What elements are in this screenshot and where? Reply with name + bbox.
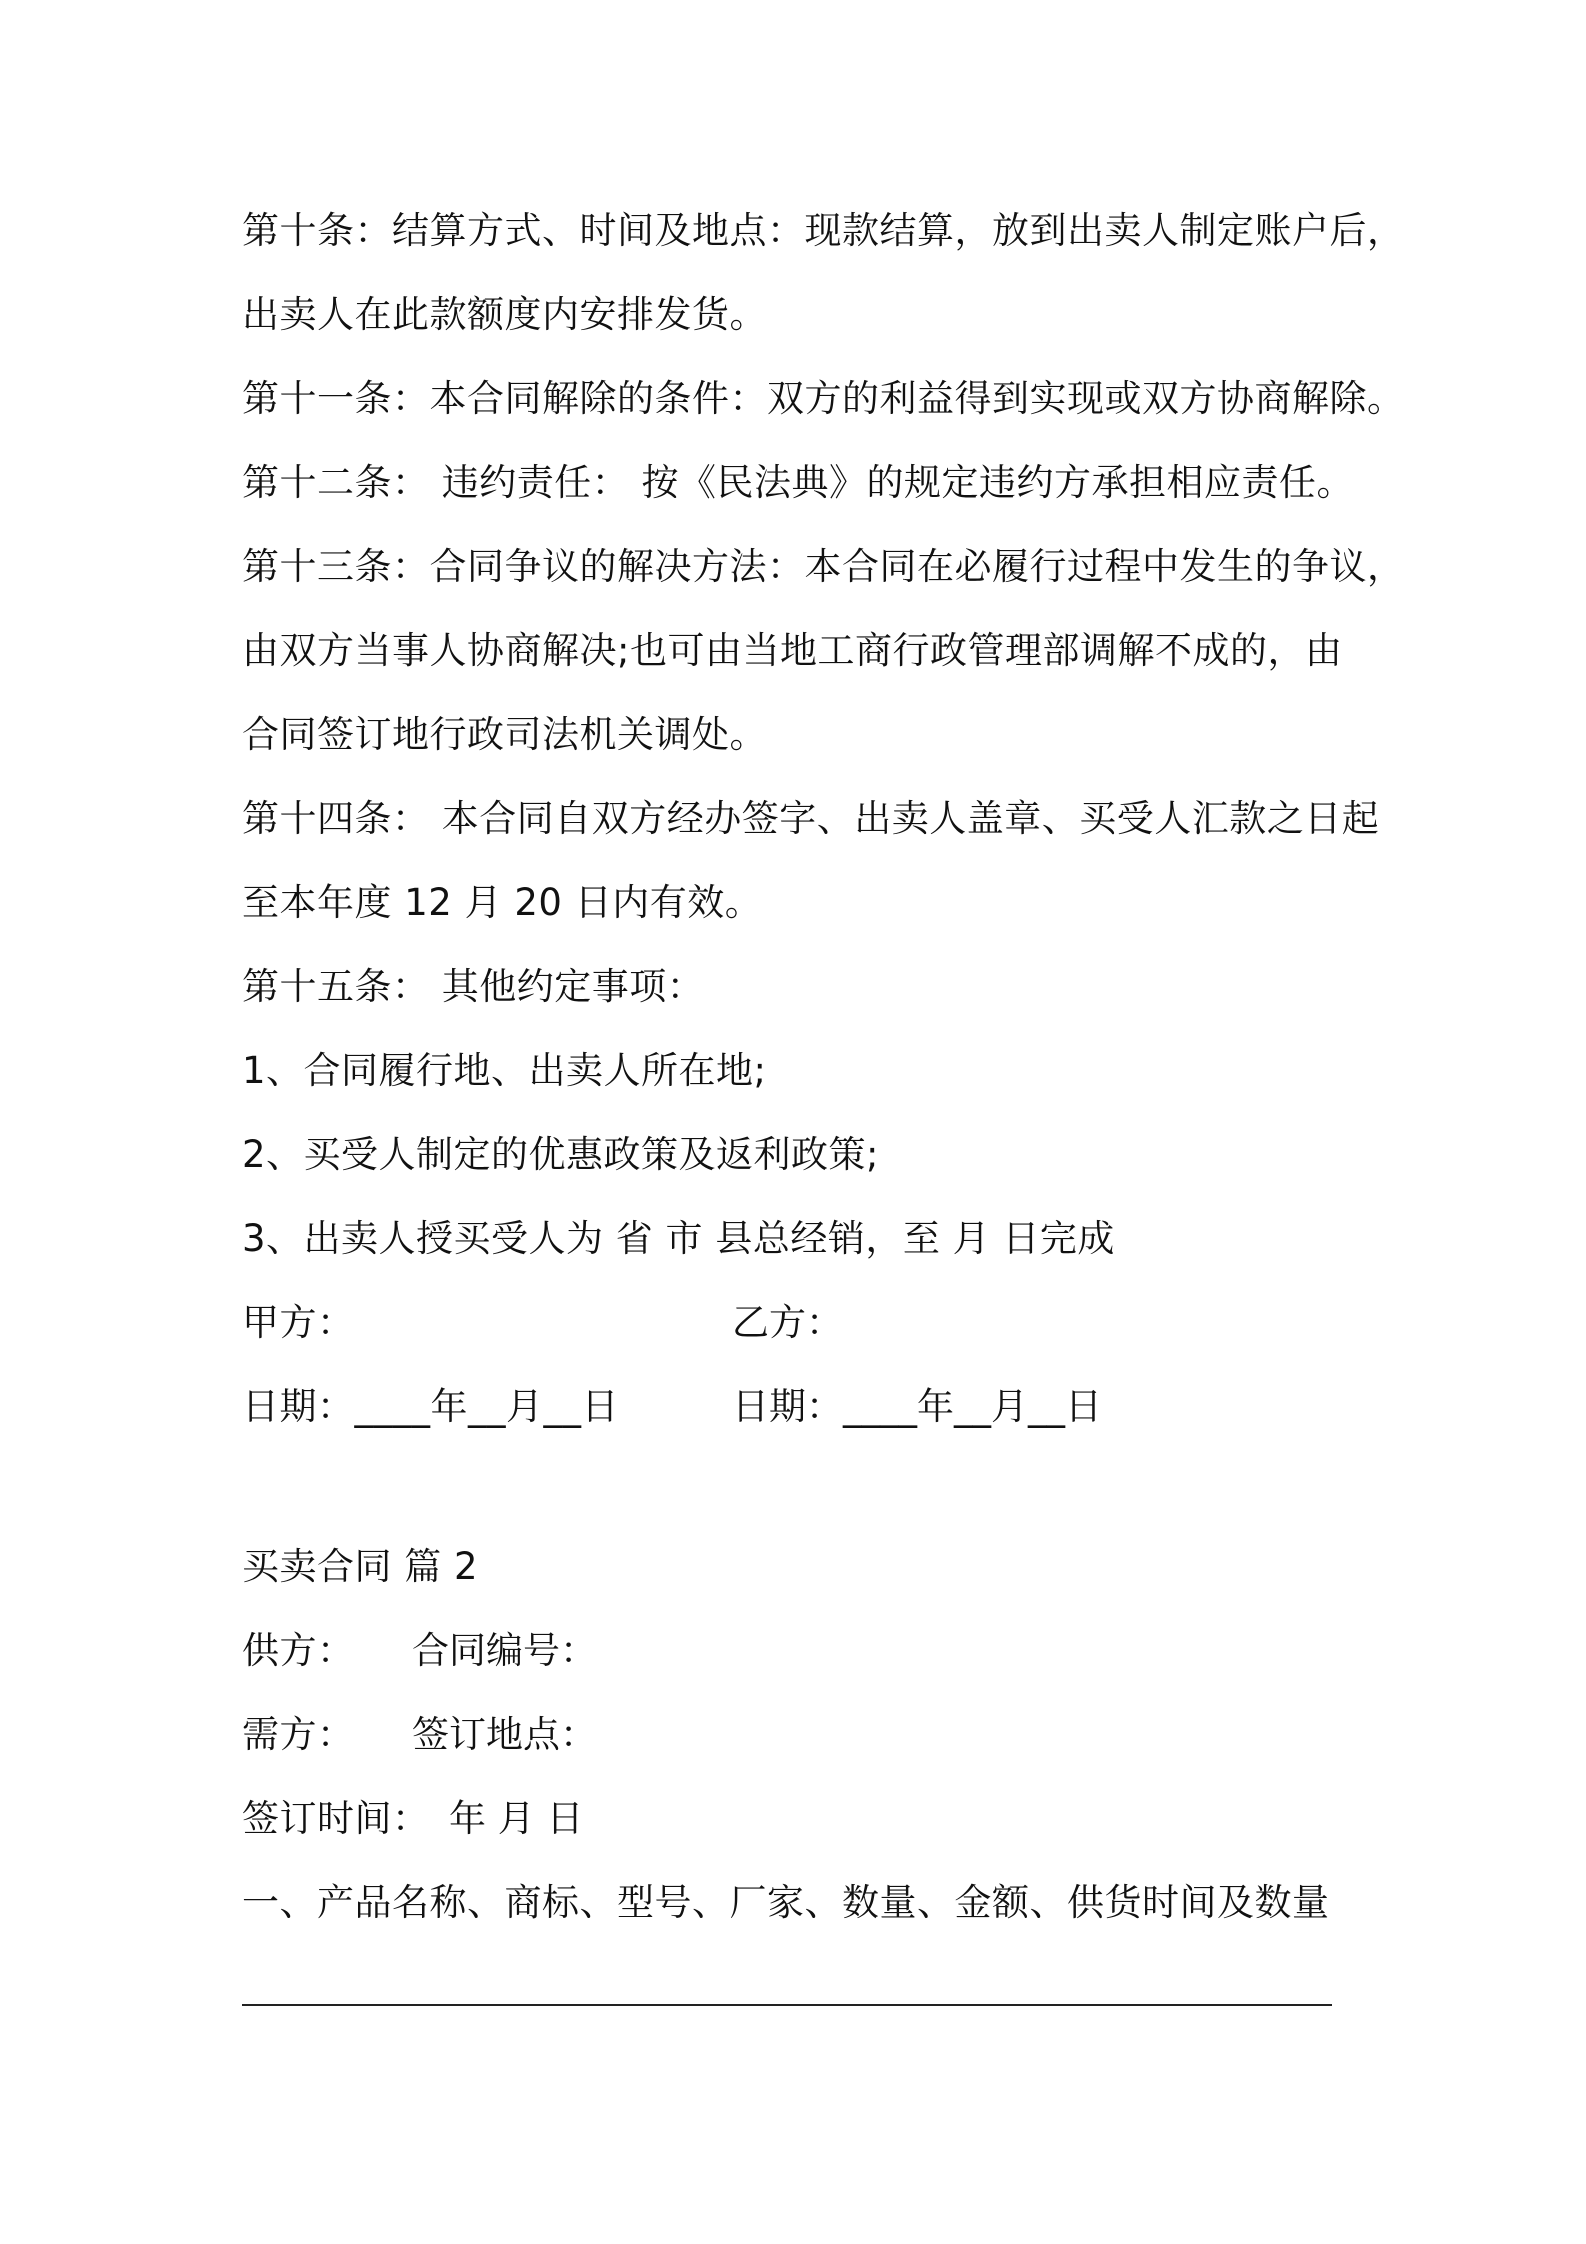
clause-11: 第十一条：本合同解除的条件：双方的利益得到实现或双方协商解除。 — [242, 377, 1405, 420]
clause-15-item-2: 2、买受人制定的优惠政策及返利政策; — [242, 1133, 880, 1176]
contract-number-label: 合同编号： — [412, 1629, 597, 1672]
clause-10-line-2: 出卖人在此款额度内安排发货。 — [242, 293, 767, 336]
clause-15-item-1: 1、合同履行地、出卖人所在地; — [242, 1049, 767, 1092]
clause-10-line-1: 第十条：结算方式、时间及地点：现款结算，放到出卖人制定账户后， — [242, 209, 1405, 252]
party-b-date: 日期：____年__月__日 — [732, 1385, 1102, 1428]
clause-14-line-2: 至本年度 12 月 20 日内有效。 — [242, 881, 763, 924]
clause-14-line-1: 第十四条： 本合同自双方经办签字、出卖人盖章、买受人汇款之日起 — [242, 797, 1380, 840]
sign-time-label: 签订时间： — [242, 1797, 430, 1840]
party-b-label: 乙方： — [732, 1301, 843, 1344]
clause-15: 第十五条： 其他约定事项： — [242, 965, 705, 1008]
clause-13-line-3: 合同签订地行政司法机关调处。 — [242, 713, 767, 756]
underline-rule — [242, 2004, 1332, 2006]
supplier-label: 供方： — [242, 1629, 355, 1672]
buyer-label: 需方： — [242, 1713, 355, 1756]
sign-place-label: 签订地点： — [412, 1713, 597, 1756]
clause-13-line-2: 由双方当事人协商解决;也可由当地工商行政管理部调解不成的，由 — [242, 629, 1343, 672]
clause-12: 第十二条： 违约责任： 按《民法典》的规定违约方承担相应责任。 — [242, 461, 1355, 504]
clause-15-item-3: 3、出卖人授买受人为 省 市 县总经销，至 月 日完成 — [242, 1217, 1115, 1260]
party-a-label: 甲方： — [242, 1301, 355, 1344]
sign-time-blanks: 年 月 日 — [449, 1797, 584, 1840]
clause-13-line-1: 第十三条：合同争议的解决方法：本合同在必履行过程中发生的争议， — [242, 545, 1405, 588]
section-1-heading: 一、产品名称、商标、型号、厂家、数量、金额、供货时间及数量 — [242, 1881, 1330, 1924]
party-a-date: 日期：____年__月__日 — [242, 1385, 619, 1428]
contract-2-title: 买卖合同 篇 2 — [242, 1545, 479, 1588]
